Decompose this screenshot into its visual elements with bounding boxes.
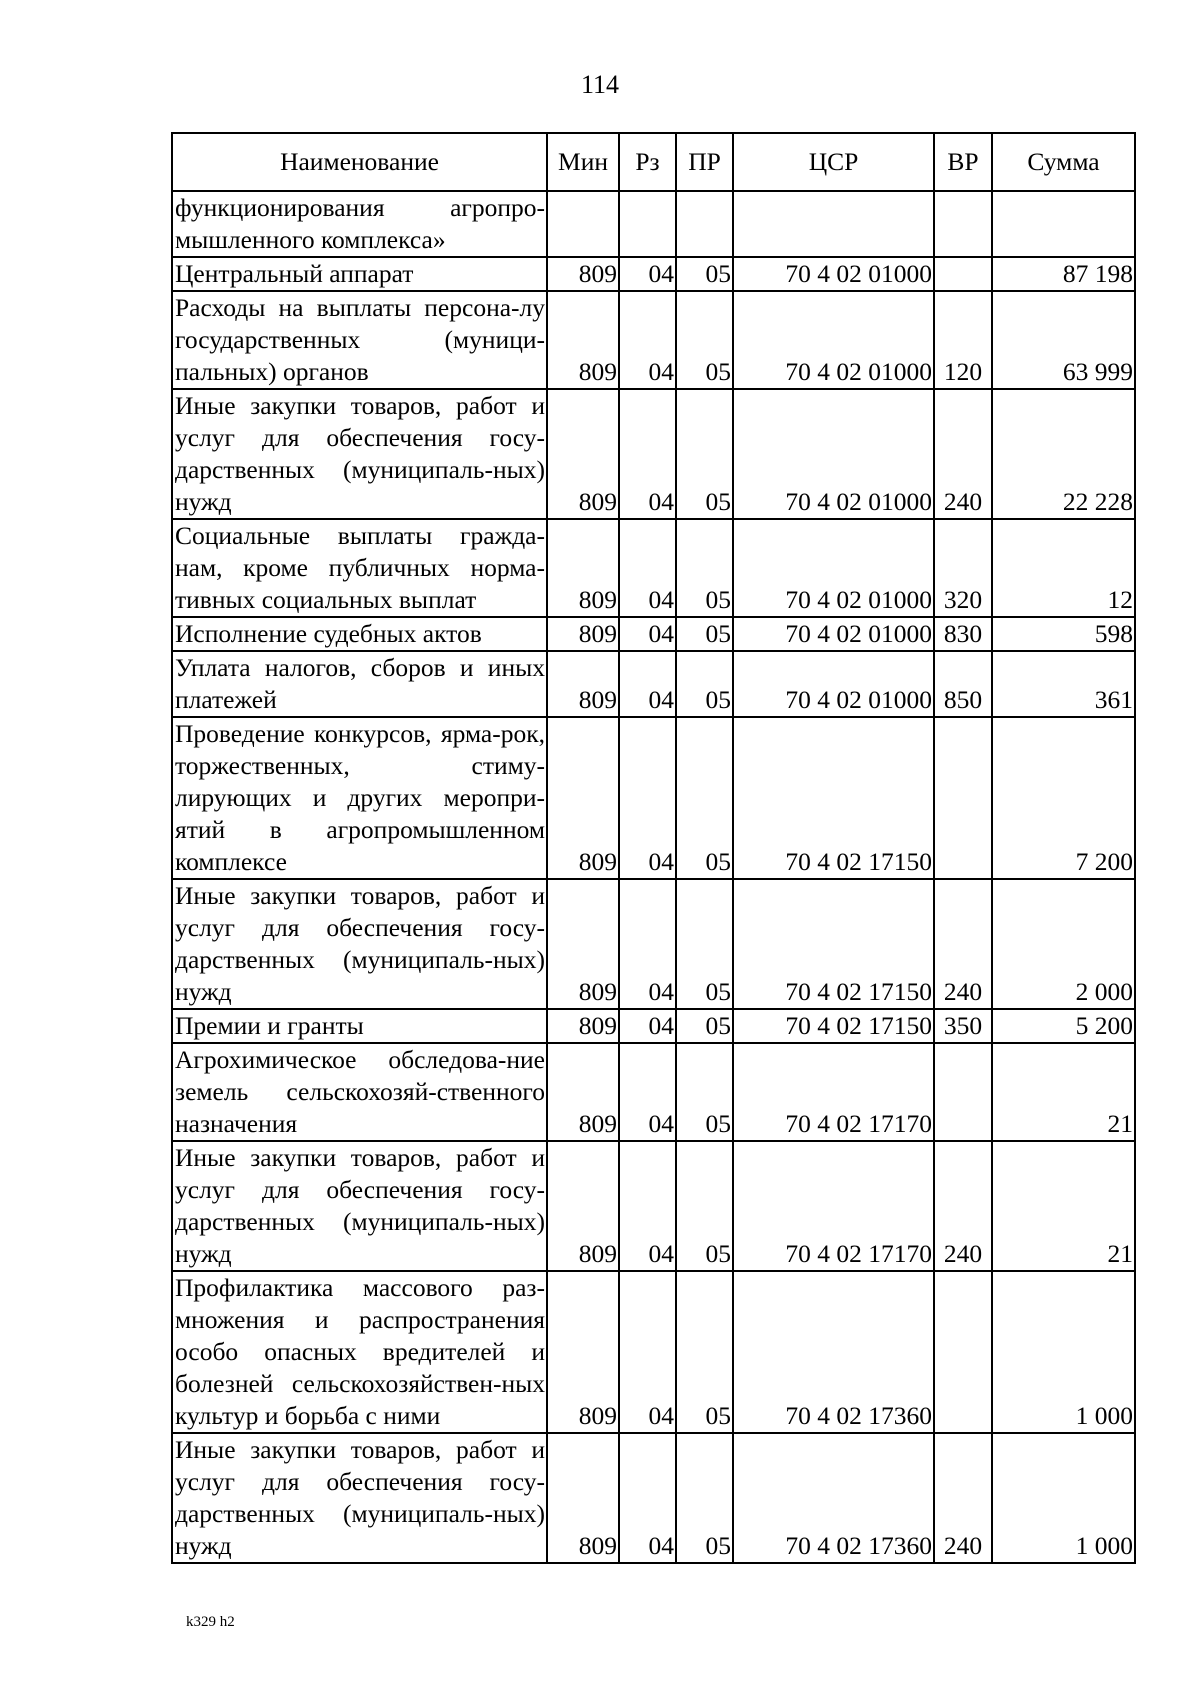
- cell-sum: 21: [992, 1141, 1135, 1271]
- table-row: [172, 257, 1135, 291]
- cell-csr: 70 4 02 17150: [733, 1009, 934, 1043]
- header-min: Мин: [547, 133, 619, 191]
- cell-sum: 21: [992, 1043, 1135, 1141]
- cell-pr: 05: [676, 1271, 733, 1433]
- cell-rz: 04: [619, 1433, 676, 1563]
- cell-vr: [934, 1043, 992, 1141]
- cell-sum: 7 200: [992, 717, 1135, 879]
- cell-name: Агрохимическое обследова-ние земель сельскохозяй-ственного назначения: [172, 1043, 547, 1141]
- cell-rz: 04: [619, 717, 676, 879]
- cell-vr: 320: [934, 519, 992, 617]
- page-number: 114: [580, 70, 620, 99]
- cell-vr: 850: [934, 651, 992, 717]
- table-row: [172, 617, 1135, 651]
- cell-name: Расходы на выплаты персона-лу государственных (муници-пальных) органов: [172, 291, 547, 389]
- cell-csr: 70 4 02 01000: [733, 651, 934, 717]
- cell-vr: 240: [934, 389, 992, 519]
- cell-name: Проведение конкурсов, ярма-рок, торжественных, стиму-лирующих и других меропри-ятий в агропромышленном комплексе: [172, 717, 547, 879]
- header-csr: ЦСР: [733, 133, 934, 191]
- table-row: [172, 191, 1135, 257]
- cell-rz: 04: [619, 291, 676, 389]
- cell-pr: 05: [676, 1009, 733, 1043]
- cell-name: Иные закупки товаров, работ и услуг для обеспечения госу-дарственных (муниципаль-ных) нужд: [172, 389, 547, 519]
- table-row: [172, 879, 1135, 1009]
- cell-vr: 830: [934, 617, 992, 651]
- cell-rz: 04: [619, 1141, 676, 1271]
- table-row: [172, 389, 1135, 519]
- table-row: [172, 1141, 1135, 1271]
- cell-sum: 5 200: [992, 1009, 1135, 1043]
- cell-vr: 350: [934, 1009, 992, 1043]
- cell-min: 809: [547, 1009, 619, 1043]
- cell-sum: 22 228: [992, 389, 1135, 519]
- cell-vr: 120: [934, 291, 992, 389]
- cell-rz: 04: [619, 651, 676, 717]
- header-vr: ВР: [934, 133, 992, 191]
- cell-min: 809: [547, 1141, 619, 1271]
- cell-name: Иные закупки товаров, работ и услуг для обеспечения госу-дарственных (муниципаль-ных) нужд: [172, 1433, 547, 1563]
- cell-csr: 70 4 02 17150: [733, 717, 934, 879]
- cell-vr: [934, 191, 992, 257]
- cell-sum: [992, 191, 1135, 257]
- cell-min: 809: [547, 617, 619, 651]
- cell-min: 809: [547, 1043, 619, 1141]
- cell-rz: 04: [619, 1271, 676, 1433]
- table-row: [172, 1043, 1135, 1141]
- header-rz: Рз: [619, 133, 676, 191]
- cell-pr: 05: [676, 389, 733, 519]
- cell-min: 809: [547, 879, 619, 1009]
- cell-name: Центральный аппарат: [172, 257, 547, 291]
- header-name: Наименование: [172, 133, 547, 191]
- cell-min: 809: [547, 1271, 619, 1433]
- cell-vr: 240: [934, 1141, 992, 1271]
- table-row: [172, 519, 1135, 617]
- table-row: [172, 1009, 1135, 1043]
- cell-vr: [934, 1271, 992, 1433]
- cell-csr: 70 4 02 01000: [733, 257, 934, 291]
- cell-pr: [676, 191, 733, 257]
- cell-sum: 1 000: [992, 1271, 1135, 1433]
- cell-min: [547, 191, 619, 257]
- cell-vr: [934, 257, 992, 291]
- cell-name: функционирования агропро-мышленного комплекса»: [172, 191, 547, 257]
- cell-csr: 70 4 02 17170: [733, 1043, 934, 1141]
- cell-name: Премии и гранты: [172, 1009, 547, 1043]
- cell-sum: 2 000: [992, 879, 1135, 1009]
- cell-pr: 05: [676, 1141, 733, 1271]
- cell-name: Профилактика массового раз-множения и распространения особо опасных вредителей и болезней сельскохозяйствен-ных культур и борьба с ними: [172, 1271, 547, 1433]
- cell-rz: 04: [619, 389, 676, 519]
- cell-csr: 70 4 02 17360: [733, 1271, 934, 1433]
- header-pr: ПР: [676, 133, 733, 191]
- cell-pr: 05: [676, 519, 733, 617]
- cell-csr: [733, 191, 934, 257]
- cell-sum: 361: [992, 651, 1135, 717]
- cell-min: 809: [547, 651, 619, 717]
- cell-rz: 04: [619, 257, 676, 291]
- header-sum: Сумма: [992, 133, 1135, 191]
- cell-min: 809: [547, 291, 619, 389]
- cell-min: 809: [547, 1433, 619, 1563]
- cell-sum: 63 999: [992, 291, 1135, 389]
- budget-table: [171, 132, 1136, 1564]
- cell-rz: 04: [619, 879, 676, 1009]
- cell-rz: 04: [619, 617, 676, 651]
- cell-csr: 70 4 02 01000: [733, 617, 934, 651]
- cell-csr: 70 4 02 01000: [733, 389, 934, 519]
- table-row: [172, 1433, 1135, 1563]
- cell-pr: 05: [676, 717, 733, 879]
- cell-name: Иные закупки товаров, работ и услуг для обеспечения госу-дарственных (муниципаль-ных) нужд: [172, 879, 547, 1009]
- cell-pr: 05: [676, 651, 733, 717]
- cell-min: 809: [547, 519, 619, 617]
- cell-sum: 87 198: [992, 257, 1135, 291]
- cell-csr: 70 4 02 17150: [733, 879, 934, 1009]
- cell-pr: 05: [676, 1043, 733, 1141]
- cell-pr: 05: [676, 617, 733, 651]
- cell-pr: 05: [676, 879, 733, 1009]
- table-row: [172, 1271, 1135, 1433]
- cell-csr: 70 4 02 01000: [733, 519, 934, 617]
- cell-rz: 04: [619, 1043, 676, 1141]
- cell-min: 809: [547, 257, 619, 291]
- table-body: [172, 191, 1135, 1563]
- cell-rz: [619, 191, 676, 257]
- cell-vr: [934, 717, 992, 879]
- cell-pr: 05: [676, 257, 733, 291]
- cell-csr: 70 4 02 01000: [733, 291, 934, 389]
- cell-sum: 1 000: [992, 1433, 1135, 1563]
- cell-pr: 05: [676, 291, 733, 389]
- cell-sum: 12: [992, 519, 1135, 617]
- cell-vr: 240: [934, 879, 992, 1009]
- cell-rz: 04: [619, 1009, 676, 1043]
- cell-min: 809: [547, 389, 619, 519]
- table-row: [172, 651, 1135, 717]
- cell-rz: 04: [619, 519, 676, 617]
- cell-csr: 70 4 02 17170: [733, 1141, 934, 1271]
- footer-code: k329 h2: [186, 1614, 235, 1630]
- cell-name: Социальные выплаты гражда-нам, кроме публичных норма-тивных социальных выплат: [172, 519, 547, 617]
- cell-name: Иные закупки товаров, работ и услуг для обеспечения госу-дарственных (муниципаль-ных) нужд: [172, 1141, 547, 1271]
- cell-sum: 598: [992, 617, 1135, 651]
- cell-min: 809: [547, 717, 619, 879]
- cell-vr: 240: [934, 1433, 992, 1563]
- table-row: [172, 717, 1135, 879]
- cell-name: Исполнение судебных актов: [172, 617, 547, 651]
- table-header-row: [172, 133, 1135, 191]
- cell-csr: 70 4 02 17360: [733, 1433, 934, 1563]
- cell-pr: 05: [676, 1433, 733, 1563]
- cell-name: Уплата налогов, сборов и иных платежей: [172, 651, 547, 717]
- table-row: [172, 291, 1135, 389]
